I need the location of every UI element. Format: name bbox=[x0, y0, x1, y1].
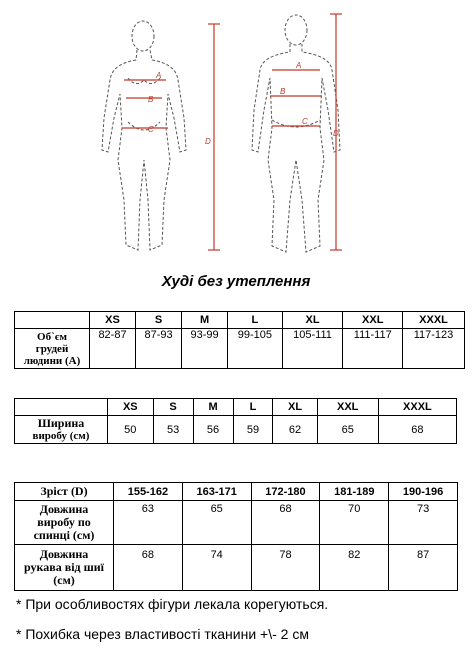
size-header: S bbox=[153, 399, 193, 416]
table-cell: 68 bbox=[114, 545, 183, 591]
size-header: L bbox=[233, 399, 273, 416]
table-cell: 73 bbox=[389, 501, 458, 545]
note-figure-adjustment: * При особливостях фігури лекала корегуються. bbox=[16, 596, 329, 612]
table-cell: 105-111 bbox=[282, 329, 343, 369]
table-cell: 82 bbox=[320, 545, 389, 591]
table-cell: 65 bbox=[317, 416, 378, 444]
body-measurement-illustration bbox=[0, 0, 472, 262]
size-header: XS bbox=[108, 399, 154, 416]
size-header: XXL bbox=[317, 399, 378, 416]
width-table bbox=[14, 398, 457, 444]
note-fabric-tolerance: * Похибка через властивості тканини +\- 2 см bbox=[16, 626, 309, 642]
marker-b-female: B bbox=[148, 95, 154, 104]
table-cell: 87-93 bbox=[136, 329, 182, 369]
height-header: 172-180 bbox=[251, 483, 320, 501]
female-figure bbox=[102, 21, 186, 250]
table-cell: 65 bbox=[182, 501, 251, 545]
table-cell: 68 bbox=[378, 416, 456, 444]
size-header: XL bbox=[282, 312, 343, 329]
size-header: L bbox=[228, 312, 283, 329]
marker-b-male: B bbox=[280, 87, 286, 96]
marker-c-male: C bbox=[302, 117, 308, 126]
marker-a-male: A bbox=[296, 61, 302, 70]
marker-c-female: C bbox=[148, 125, 154, 134]
size-header: XXXL bbox=[403, 312, 465, 329]
height-length-table bbox=[14, 482, 458, 591]
table-cell: 117-123 bbox=[403, 329, 465, 369]
height-header: 181-189 bbox=[320, 483, 389, 501]
height-header-label: Зріст (D) bbox=[15, 483, 114, 501]
table-corner bbox=[15, 399, 108, 416]
table-cell: 99-105 bbox=[228, 329, 283, 369]
table-cell: 68 bbox=[251, 501, 320, 545]
male-figure bbox=[252, 15, 340, 252]
table-cell: 111-117 bbox=[343, 329, 403, 369]
height-header: 155-162 bbox=[114, 483, 183, 501]
size-header: XS bbox=[90, 312, 136, 329]
table-cell: 59 bbox=[233, 416, 273, 444]
marker-d-male: D bbox=[333, 129, 339, 138]
table-cell: 70 bbox=[320, 501, 389, 545]
size-header: M bbox=[193, 399, 233, 416]
row-label-back-length: Довжина виробу по спинці (см) bbox=[15, 501, 114, 545]
marker-d-female: D bbox=[205, 137, 211, 146]
table-cell: 87 bbox=[389, 545, 458, 591]
marker-a-female: A bbox=[156, 71, 162, 80]
chest-size-table bbox=[14, 311, 465, 369]
table-corner bbox=[15, 312, 90, 329]
row-label-width: Ширина виробу (см) bbox=[15, 416, 108, 444]
table-cell: 78 bbox=[251, 545, 320, 591]
table-cell: 56 bbox=[193, 416, 233, 444]
size-header: M bbox=[182, 312, 228, 329]
height-header: 163-171 bbox=[182, 483, 251, 501]
table-cell: 53 bbox=[153, 416, 193, 444]
table-cell: 82-87 bbox=[90, 329, 136, 369]
size-header: XL bbox=[273, 399, 317, 416]
size-header: XXXL bbox=[378, 399, 456, 416]
row-label-sleeve-length: Довжина рукава від шиї (см) bbox=[15, 545, 114, 591]
table-cell: 50 bbox=[108, 416, 154, 444]
page-title: Худі без утеплення bbox=[161, 273, 311, 290]
table-cell: 74 bbox=[182, 545, 251, 591]
table-cell: 93-99 bbox=[182, 329, 228, 369]
size-header: XXL bbox=[343, 312, 403, 329]
table-cell: 63 bbox=[114, 501, 183, 545]
row-label-chest: Об`єм грудей людини (А) bbox=[15, 329, 90, 369]
size-header: S bbox=[136, 312, 182, 329]
height-header: 190-196 bbox=[389, 483, 458, 501]
table-cell: 62 bbox=[273, 416, 317, 444]
